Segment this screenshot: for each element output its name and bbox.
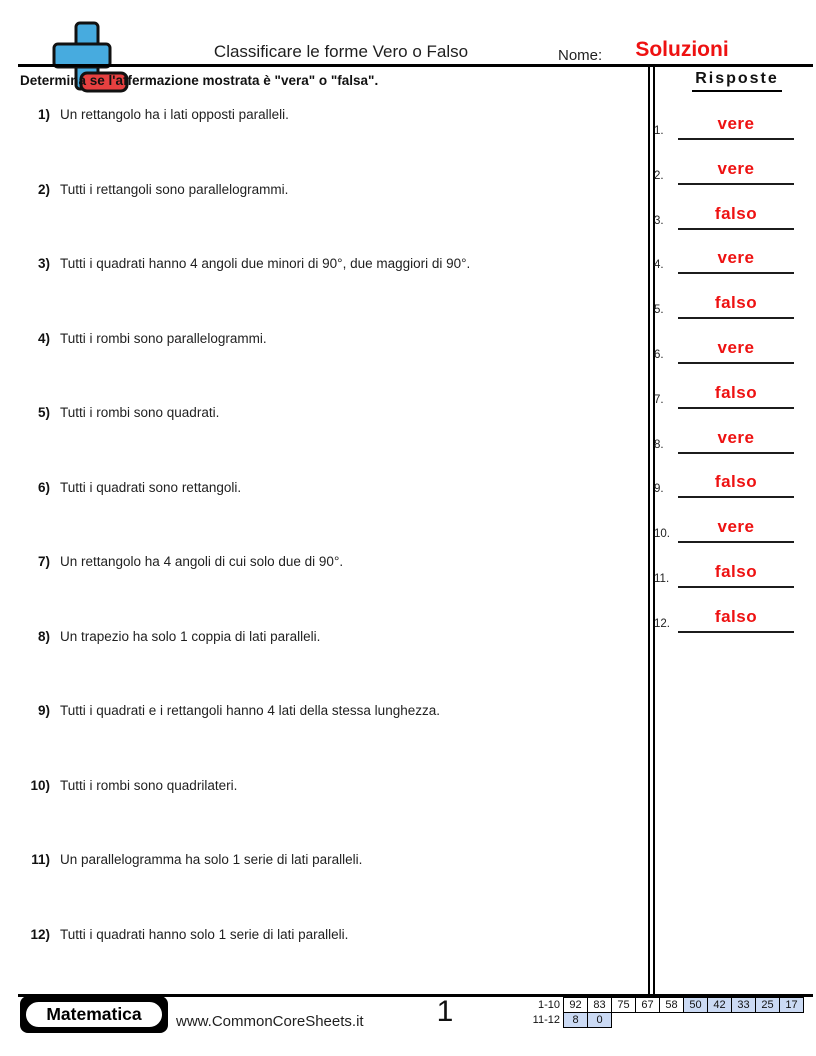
answer-blank bbox=[678, 112, 794, 140]
answer-blank bbox=[678, 470, 794, 498]
answer-number: 2. bbox=[654, 169, 664, 182]
answer-value: falso bbox=[714, 472, 758, 492]
answer-number: 5. bbox=[654, 304, 664, 317]
score-cell: 42 bbox=[707, 997, 732, 1013]
answer-row bbox=[654, 157, 804, 185]
question-row bbox=[20, 181, 635, 199]
brand-label: Matematica bbox=[24, 1000, 164, 1029]
question-number: 11) bbox=[31, 852, 50, 867]
score-cell: 67 bbox=[635, 997, 660, 1013]
question-text: Tutti i quadrati hanno solo 1 serie di lati paralleli. bbox=[60, 926, 349, 942]
answer-blank bbox=[678, 381, 794, 409]
question-row bbox=[20, 702, 635, 720]
question-text: Tutti i quadrati hanno 4 angoli due minori di 90°, due maggiori di 90°. bbox=[60, 256, 471, 271]
answer-value: vere bbox=[717, 338, 755, 357]
answer-blank bbox=[678, 202, 794, 230]
answer-blank bbox=[678, 426, 794, 454]
question-number: 5) bbox=[37, 405, 50, 420]
answer-row bbox=[654, 515, 804, 543]
answer-number: 11. bbox=[654, 573, 670, 585]
score-cell: 75 bbox=[611, 997, 636, 1013]
question-text: Un rettangolo ha i lati opposti paralleli. bbox=[60, 107, 289, 122]
answers-column-title bbox=[663, 70, 811, 92]
answer-value: falso bbox=[714, 203, 758, 223]
answer-row bbox=[654, 112, 804, 140]
answer-value: falso bbox=[714, 562, 758, 581]
answer-value: vere bbox=[717, 248, 755, 268]
question-number: 12) bbox=[30, 926, 50, 942]
answer-value: vere bbox=[717, 114, 755, 133]
answer-row bbox=[654, 336, 804, 364]
page-title: Classificare le forme Vero o Falso bbox=[213, 42, 469, 61]
question-row bbox=[20, 479, 635, 497]
answer-blank bbox=[678, 157, 794, 185]
question-row bbox=[20, 255, 635, 273]
question-number: 8) bbox=[37, 628, 50, 644]
answer-value: vere bbox=[717, 517, 755, 537]
score-cell: 8 bbox=[563, 1012, 588, 1028]
answer-number: 1. bbox=[654, 125, 664, 137]
question-row bbox=[20, 330, 635, 348]
question-text: Tutti i rombi sono parallelogrammi. bbox=[60, 330, 267, 346]
answer-number: 6. bbox=[654, 349, 664, 361]
score-grid bbox=[516, 997, 804, 1028]
answer-value: vere bbox=[717, 158, 755, 178]
question-number: 4) bbox=[37, 330, 50, 346]
question-number: 3) bbox=[37, 256, 50, 271]
question-text: Un parallelogramma ha solo 1 serie di lati paralleli. bbox=[60, 852, 363, 867]
answer-number: 12. bbox=[654, 617, 670, 630]
question-number: 6) bbox=[37, 479, 50, 495]
question-row bbox=[20, 106, 635, 124]
page-number: 1 bbox=[436, 995, 454, 1028]
question-row bbox=[20, 553, 635, 571]
answer-blank bbox=[678, 291, 794, 319]
website-text: www.CommonCoreSheets.it bbox=[176, 1013, 364, 1030]
answer-value: falso bbox=[714, 382, 758, 402]
question-row bbox=[20, 926, 635, 944]
question-text: Tutti i rettangoli sono parallelogrammi. bbox=[60, 181, 289, 197]
answer-value: falso bbox=[714, 606, 758, 626]
question-number: 1) bbox=[37, 107, 50, 122]
answer-row bbox=[654, 560, 804, 588]
answer-row bbox=[654, 202, 804, 230]
score-row bbox=[516, 1012, 804, 1028]
answer-number: 10. bbox=[654, 528, 670, 541]
answer-blank bbox=[678, 336, 794, 364]
question-number: 7) bbox=[37, 554, 50, 569]
question-text: Un rettangolo ha 4 angoli di cui solo due di 90°. bbox=[60, 554, 344, 569]
instruction-text: Determina se l'affermazione mostrata è "vera" o "falsa". bbox=[20, 73, 379, 88]
name-value-soluzioni: Soluzioni bbox=[635, 38, 729, 61]
question-row bbox=[20, 851, 635, 869]
answer-row bbox=[654, 246, 804, 274]
answer-row bbox=[654, 291, 804, 319]
answer-number: 4. bbox=[654, 259, 664, 272]
score-cell: 0 bbox=[587, 1012, 612, 1028]
question-row bbox=[20, 628, 635, 646]
answer-row bbox=[654, 426, 804, 454]
score-cell: 33 bbox=[731, 997, 756, 1013]
score-row-label: 11-12 bbox=[532, 1014, 560, 1026]
score-cell: 50 bbox=[683, 997, 708, 1013]
score-row bbox=[516, 997, 804, 1013]
score-cell: 17 bbox=[779, 997, 804, 1013]
question-text: Tutti i rombi sono quadrati. bbox=[60, 405, 220, 420]
question-row bbox=[20, 404, 635, 422]
answer-number: 8. bbox=[654, 438, 664, 451]
question-text: Tutti i quadrati e i rettangoli hanno 4 lati della stessa lunghezza. bbox=[60, 703, 440, 718]
answer-row bbox=[654, 381, 804, 409]
answer-value: vere bbox=[717, 427, 755, 447]
score-cell: 25 bbox=[755, 997, 780, 1013]
answer-blank bbox=[678, 605, 794, 633]
answer-number: 9. bbox=[654, 483, 664, 496]
answer-row bbox=[654, 605, 804, 633]
answer-blank bbox=[678, 515, 794, 543]
question-text: Un trapezio ha solo 1 coppia di lati paralleli. bbox=[60, 628, 321, 644]
score-cell: 83 bbox=[587, 997, 612, 1013]
answer-number: 7. bbox=[654, 393, 664, 406]
answer-row bbox=[654, 470, 804, 498]
question-number: 10) bbox=[30, 777, 50, 793]
name-label: Nome: bbox=[558, 47, 603, 64]
score-cell: 58 bbox=[659, 997, 684, 1013]
question-text: Tutti i rombi sono quadrilateri. bbox=[60, 777, 238, 793]
answer-value: falso bbox=[714, 293, 758, 313]
question-number: 2) bbox=[37, 181, 50, 197]
score-cell: 92 bbox=[563, 997, 588, 1013]
score-row-label: 1-10 bbox=[537, 999, 560, 1011]
answer-blank bbox=[678, 246, 794, 274]
question-text: Tutti i quadrati sono rettangoli. bbox=[60, 479, 242, 495]
brand-badge bbox=[20, 996, 168, 1033]
answer-blank bbox=[678, 560, 794, 588]
question-row bbox=[20, 777, 635, 795]
answers-column-title-text: Risposte bbox=[692, 70, 782, 92]
question-number: 9) bbox=[37, 703, 50, 718]
answer-number: 3. bbox=[654, 214, 664, 227]
header-rule bbox=[18, 64, 813, 67]
